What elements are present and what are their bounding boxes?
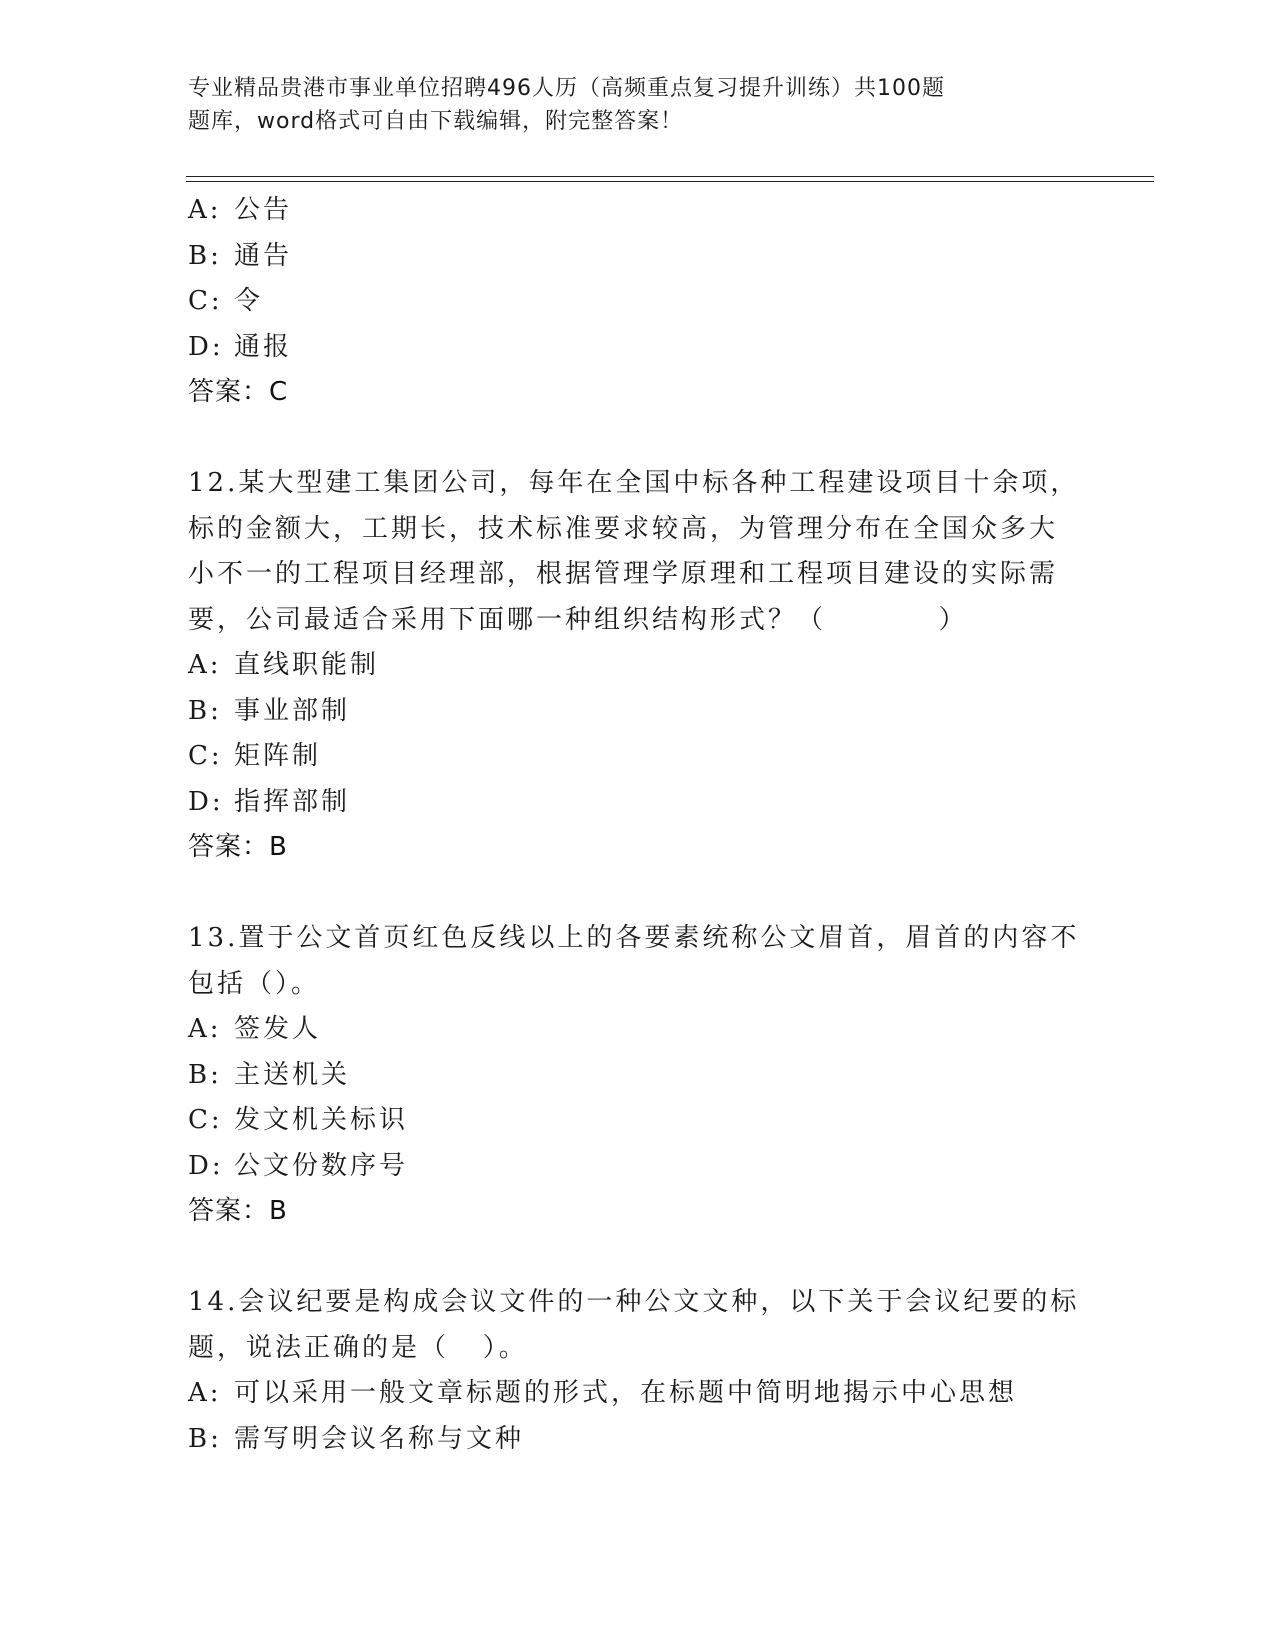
question-stem-line: 13.置于公文首页红色反线以上的各要素统称公文眉首，眉首的内容不 — [188, 923, 1080, 953]
option-letter: B: — [188, 1423, 222, 1454]
answer-line: 答案：C — [188, 377, 289, 407]
option-letter: B: — [188, 1059, 222, 1090]
option-letter: D: — [188, 331, 224, 362]
option-text: 可以采用一般文章标题的形式，在标题中简明地揭示中心思想 — [234, 1378, 1018, 1408]
option-text: 公文份数序号 — [234, 1150, 409, 1181]
answer-line: 答案：B — [188, 1196, 288, 1226]
option-c — [188, 734, 1088, 780]
option-letter: A: — [188, 650, 222, 680]
question-12 — [188, 461, 1088, 871]
option-text: 指挥部制 — [234, 786, 351, 817]
option-text: 令 — [234, 286, 264, 316]
option-text: 通报 — [234, 331, 293, 362]
option-d — [188, 1144, 1088, 1190]
spacer — [188, 1235, 1088, 1281]
question-stem-line: 题，说法正确的是（ ）。 — [188, 1332, 528, 1363]
option-c — [188, 279, 1088, 325]
option-d — [188, 780, 1088, 826]
option-c — [188, 1098, 1088, 1144]
spacer — [188, 871, 1088, 917]
option-text: 矩阵制 — [234, 741, 322, 771]
option-b — [188, 1053, 1088, 1099]
option-letter: B: — [188, 240, 222, 271]
document-header — [188, 72, 1018, 138]
option-text: 发文机关标识 — [234, 1105, 409, 1135]
option-letter: C: — [188, 1105, 223, 1135]
header-rule-top — [186, 176, 1154, 177]
option-b — [188, 1417, 1088, 1463]
option-letter: D: — [188, 786, 224, 817]
question-13 — [188, 916, 1088, 1235]
question-stem — [188, 461, 1088, 643]
option-text: 需写明会议名称与文种 — [234, 1423, 525, 1454]
question-stem — [188, 916, 1088, 1007]
option-letter: D: — [188, 1150, 224, 1181]
option-d — [188, 325, 1088, 371]
spacer — [188, 416, 1088, 462]
option-letter: A: — [188, 1014, 222, 1044]
option-a — [188, 188, 1088, 234]
question-stem-line: 包括（）。 — [188, 968, 321, 999]
option-text: 公告 — [234, 195, 293, 225]
question-stem-line: 标的金额大，工期长，技术标准要求较高，为管理分布在全国众多大 — [188, 513, 1059, 544]
option-letter: C: — [188, 741, 223, 771]
question-stem-line: 12.某大型建工集团公司，每年在全国中标各种工程建设项目十余项， — [188, 468, 1080, 498]
option-text: 签发人 — [234, 1014, 322, 1044]
question-stem — [188, 1280, 1088, 1371]
header-line-1: 专业精品贵港市事业单位招聘496人历（高频重点复习提升训练）共100题 — [188, 76, 945, 101]
option-letter: C: — [188, 286, 223, 316]
header-rule-bottom — [186, 181, 1154, 182]
option-b — [188, 689, 1088, 735]
option-text: 事业部制 — [234, 695, 351, 726]
option-text: 通告 — [234, 240, 293, 271]
option-a — [188, 1371, 1088, 1417]
option-text: 主送机关 — [234, 1059, 351, 1090]
header-line-2: 题库，word格式可自由下载编辑，附完整答案！ — [188, 109, 684, 134]
question-content — [188, 188, 1088, 1462]
option-b — [188, 234, 1088, 280]
question-stem-line: 要，公司最适合采用下面哪一种组织结构形式？（ ） — [188, 604, 968, 635]
option-letter: B: — [188, 695, 222, 726]
question-11 — [188, 188, 1088, 416]
option-a — [188, 1007, 1088, 1053]
question-stem-line: 14.会议纪要是构成会议文件的一种公文文种，以下关于会议纪要的标 — [188, 1287, 1080, 1317]
option-text: 直线职能制 — [234, 650, 380, 680]
question-stem-line: 小不一的工程项目经理部，根据管理学原理和工程项目建设的实际需 — [188, 559, 1059, 589]
answer-line: 答案：B — [188, 832, 288, 862]
question-14 — [188, 1280, 1088, 1462]
option-a — [188, 643, 1088, 689]
option-letter: A: — [188, 1378, 222, 1408]
option-letter: A: — [188, 195, 222, 225]
